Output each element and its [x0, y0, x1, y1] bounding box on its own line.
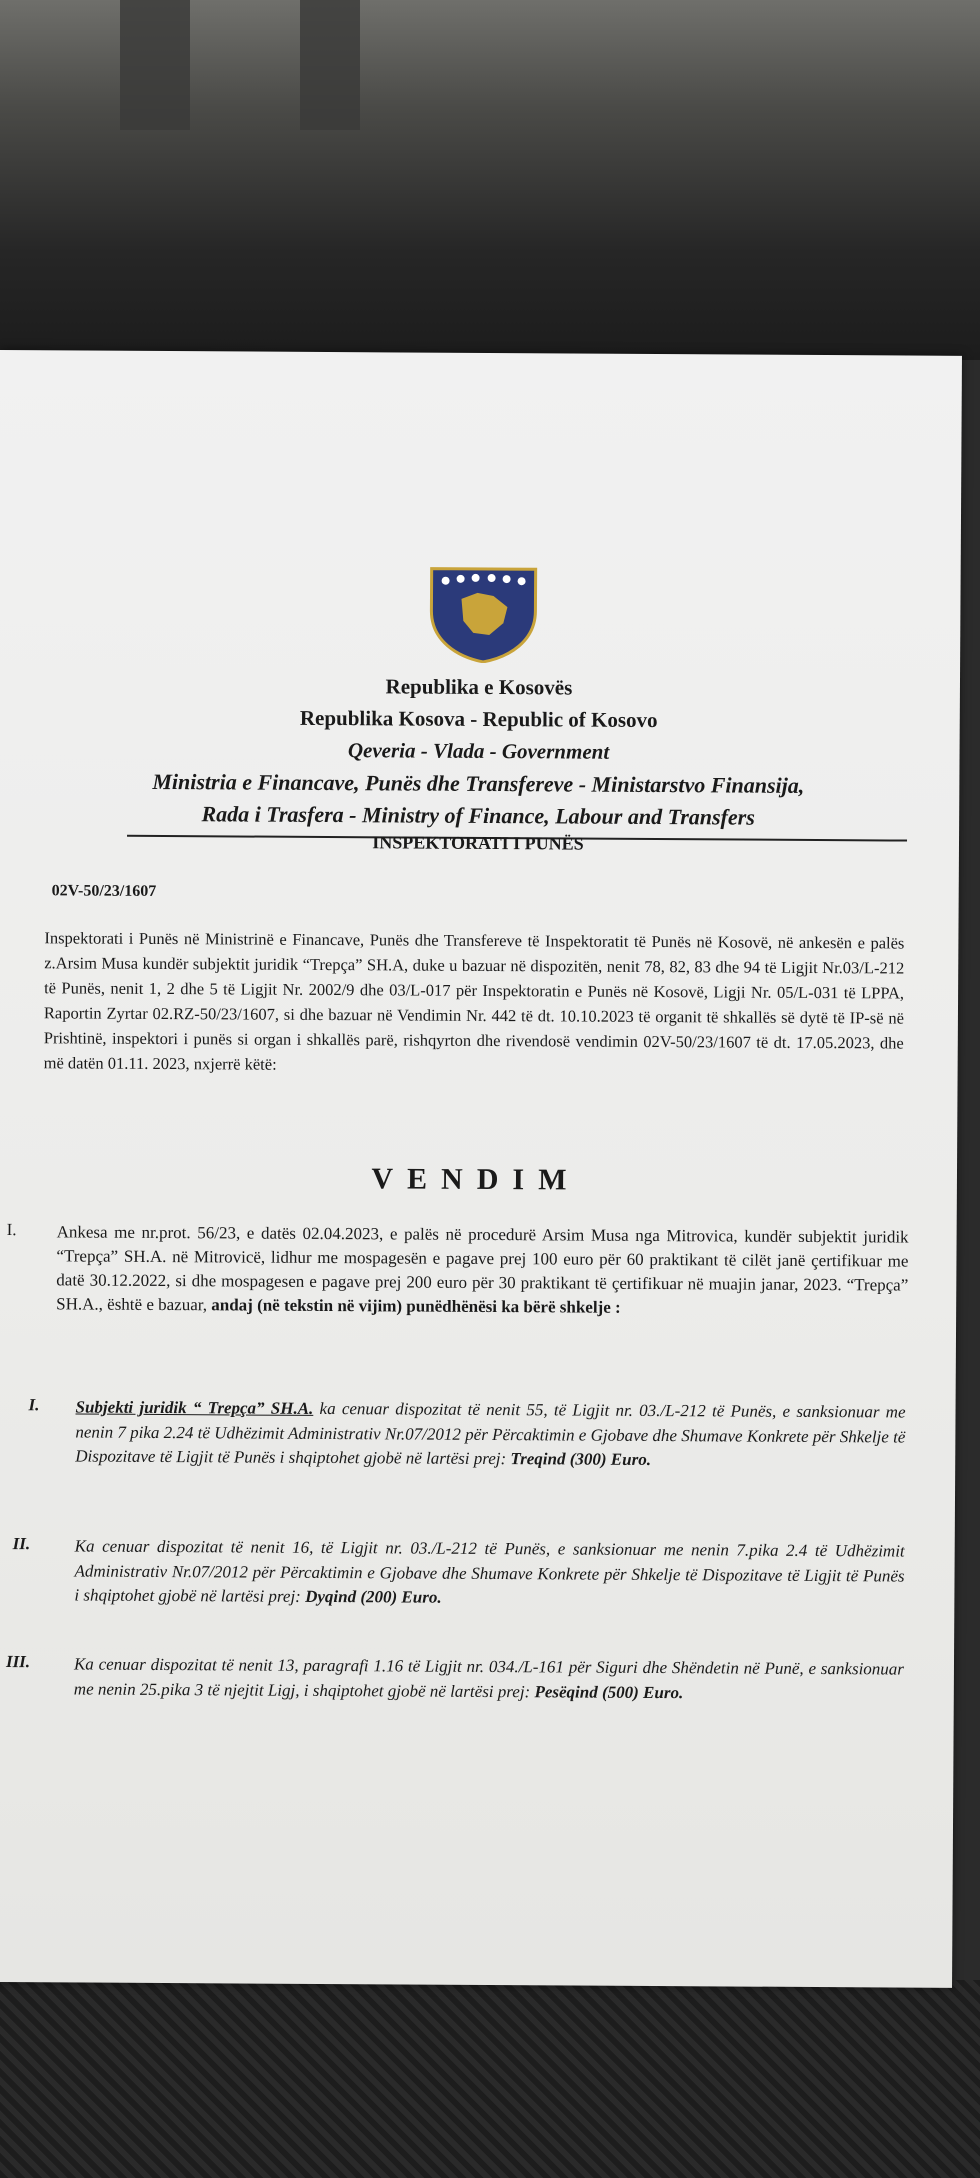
- header-republic: Republika Kosova - Republic of Kosovo: [299, 705, 658, 733]
- violation-fine: Treqind (300) Euro.: [510, 1449, 652, 1469]
- violation-fine: Pesëqind (500) Euro.: [534, 1681, 684, 1702]
- section-conclusion: andaj (në tekstin në vijim) punëdhënësi ka bërë shkelje :: [211, 1295, 621, 1317]
- background-chair-leg: [300, 0, 360, 130]
- background-chair-leg: [120, 0, 190, 130]
- header-ministry-cont: Rada i Trasfera - Ministry of Finance, Labour and Transfers: [201, 801, 755, 830]
- violation-item: [74, 1534, 904, 1613]
- violation-numeral: II.: [12, 1534, 31, 1554]
- header-republika: Republika e Kosovës: [385, 674, 573, 700]
- decision-title: VENDIM: [371, 1162, 581, 1197]
- violation-subject: Subjekti juridik “ Trepça” SH.A.: [75, 1397, 314, 1418]
- header-inspectorate: INSPEKTORATI I PUNËS: [372, 832, 584, 854]
- kosovo-coat-of-arms-icon: [423, 563, 544, 664]
- reference-number: 02V-50/23/1607: [51, 882, 157, 900]
- violation-text: Ka cenuar dispozitat të nenit 13, paragrafi 1.16 të Ligjit nr. 034./L-161 për Siguri dhe Shëndetin në Punë, e sanksionuar me nenin 25.pika 3 të njejtit Ligj, i shqiptohet gjobë në lartësi prej:: [73, 1654, 905, 1701]
- intro-paragraph: Inspektorati i Punës në Ministrinë e Financave, Punës dhe Transfereve të Inspektoratit të Punës në Kosovë, në ankesën e palës z.Arsim Musa kundër subjektit juridik “Trepça” SH.A, duke u bazuar në dispozitën, nenit 78, 82, 83 dhe 94 të Ligjit Nr.03/L-212 të Punës, nenit 1, 2 dhe 5 të Ligjit Nr. 2002/9 dhe 03/L-017 për Inspektoratin e Punës në Kosovë, Ligji Nr. 05/L-031 të LPPA, Raportin Zyrtar 02.RZ-50/23/1607, si dhe bazuar në Vendimin Nr. 442 të dt. 10.10.2023 të organit të shkallës së dytë të IP-së në Prishtinë, inspektori i punës si organ i shkallës parë, rishqyrton dhe rivendosë vendimin 02V-50/23/1607 të dt. 17.05.2023, dhe më datën 01.11. 2023, nxjerrë këtë:: [43, 928, 905, 1074]
- header-government: Qeveria - Vlada - Government: [347, 738, 610, 764]
- violation-fine: Dyqind (200) Euro.: [305, 1586, 442, 1607]
- document-page: [0, 350, 962, 1988]
- violation-text: Ka cenuar dispozitat të nenit 16, të Ligjit nr. 03./L-212 të Punës, e sanksionuar me nenin 7.pika 2.4 të Udhëzimit Administrativ Nr.07/2012 për Përcaktimin e Gjobave dhe Shumave Konkrete për Shkelje të Dispozitave të Ligjit të Punës i shqiptohet gjobë në lartësi prej:: [74, 1536, 905, 1606]
- violation-text: ka cenuar dispozitat të nenit 55, të Ligjit nr. 03./L-212 të Punës, e sanksionuar me nenin 7 pika 2.24 të Udhëzimit Administrativ Nr.07/2012 për Përcaktimin e Gjobave dhe Shumave Konkrete për Shkelje të Dispozitave të Ligjit të Punës i shqiptohet gjobë në lartësi prej:: [75, 1398, 906, 1469]
- section-text: [56, 1220, 909, 1321]
- section-body: Ankesa me nr.prot. 56/23, e datës 02.04.2023, e palës në procedurë Arsim Musa nga Mitrovica, kundër subjektit juridik “Trepça” SH.A. në Mitrovicë, lidhur me mospagesën e pagave prej 100 euro për 60 praktikant të cilët janë çertifikuar me datë 30.12.2022, si dhe mospagesen e pagave prej 200 euro për 30 praktikant të çertifikuar në muajin janar, 2023. “Trepça” SH.A., është e bazuar,: [56, 1222, 909, 1315]
- background-chair-fabric: [0, 1980, 980, 2178]
- violation-item: [75, 1395, 905, 1474]
- violation-numeral: I.: [28, 1395, 40, 1415]
- violation-item: [74, 1652, 904, 1706]
- header-ministry: Ministria e Financave, Punës dhe Transfereve - Ministarstvo Finansija,: [152, 768, 805, 798]
- background-surface-top: [0, 0, 980, 360]
- violation-numeral: III.: [5, 1652, 31, 1672]
- section-numeral: I.: [6, 1220, 17, 1240]
